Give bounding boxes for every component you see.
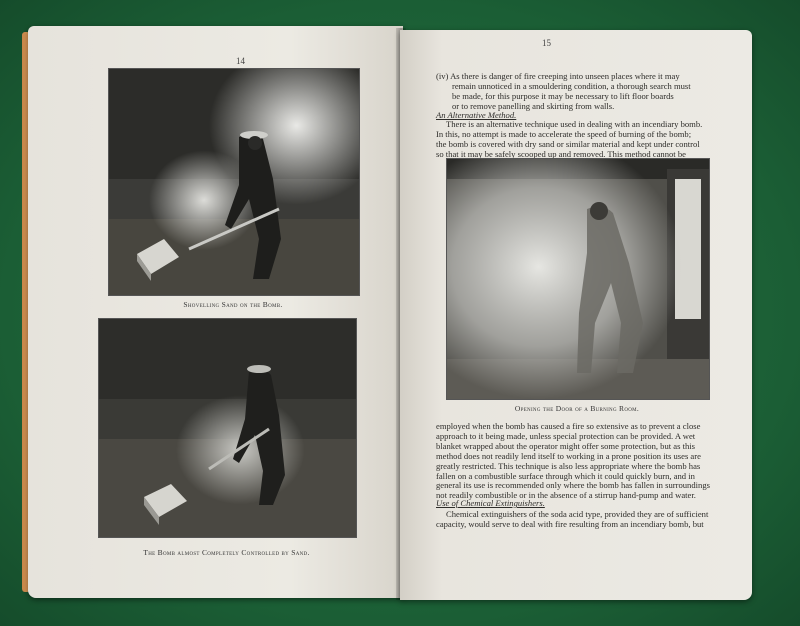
photo-bottom-caption: The Bomb almost Completely Controlled by Sand. bbox=[143, 548, 310, 557]
alternative-method-paragraph bbox=[436, 120, 746, 160]
text-line: not readily combustible or in the absence of a stirrup hand-pump and water. bbox=[436, 490, 696, 501]
text-line: In this, no attempt is made to accelerate the speed of burning of the bomb; bbox=[436, 128, 692, 139]
chemical-extinguishers-heading: Use of Chemical Extinguishers. bbox=[436, 498, 545, 508]
photo-shovelling-sand bbox=[108, 68, 360, 296]
text-line: general its use is recommended only where the bomb has fallen in surroundings bbox=[436, 480, 710, 491]
text-line: blanket wrapped about the operator might offer some protection, but as this bbox=[436, 440, 696, 451]
photo-top-caption: Shovelling Sand on the Bomb. bbox=[183, 300, 283, 309]
text-line: the bomb is covered with dry sand or similar material and kept under control bbox=[436, 138, 700, 149]
text-line: capacity, would serve to deal with fire resulting from an incendiary bomb, but bbox=[436, 518, 704, 529]
text-line: remain unnoticed in a smouldering condition, a thorough search must bbox=[452, 80, 691, 91]
text-line: be made, for this purpose it may be necessary to lift floor boards bbox=[452, 90, 674, 101]
text-line: approach to it being made, unless special protection can be provided. A wet bbox=[436, 430, 696, 441]
continued-paragraph bbox=[436, 422, 748, 501]
text-line: employed when the bomb has caused a fire so extensive as to prevent a close bbox=[436, 421, 701, 431]
right-page bbox=[400, 30, 752, 600]
text-line: fallen on a combustible surface through which it could quickly burn, and in bbox=[436, 470, 695, 481]
photo-caption: Opening the Door of a Burning Room. bbox=[514, 404, 640, 413]
item-iv-paragraph bbox=[436, 72, 741, 112]
photo-opening-door bbox=[446, 158, 710, 400]
text-line: (iv) As there is danger of fire creeping into unseen places where it may bbox=[436, 71, 680, 81]
photo-bomb-controlled bbox=[98, 318, 357, 538]
text-line: There is an alternative technique used in dealing with an incendiary bomb. bbox=[446, 119, 703, 129]
text-line: or to remove panelling and skirting from walls. bbox=[452, 100, 615, 111]
text-line: method does not readily lend itself to working in a prone position its uses are bbox=[436, 450, 701, 461]
page-number: 14 bbox=[236, 56, 245, 66]
text-line: so that it may be safely scooped up and removed. This method cannot be bbox=[436, 148, 686, 159]
text-line: Chemical extinguishers of the soda acid type, provided they are of sufficient bbox=[446, 509, 709, 519]
page-number: 15 bbox=[542, 38, 551, 48]
alternative-method-heading: An Alternative Method. bbox=[436, 110, 517, 120]
text-line: greatly restricted. This technique is also less appropriate where the bomb has bbox=[436, 460, 701, 471]
chemical-extinguishers-paragraph bbox=[436, 510, 748, 530]
left-page bbox=[28, 26, 403, 598]
